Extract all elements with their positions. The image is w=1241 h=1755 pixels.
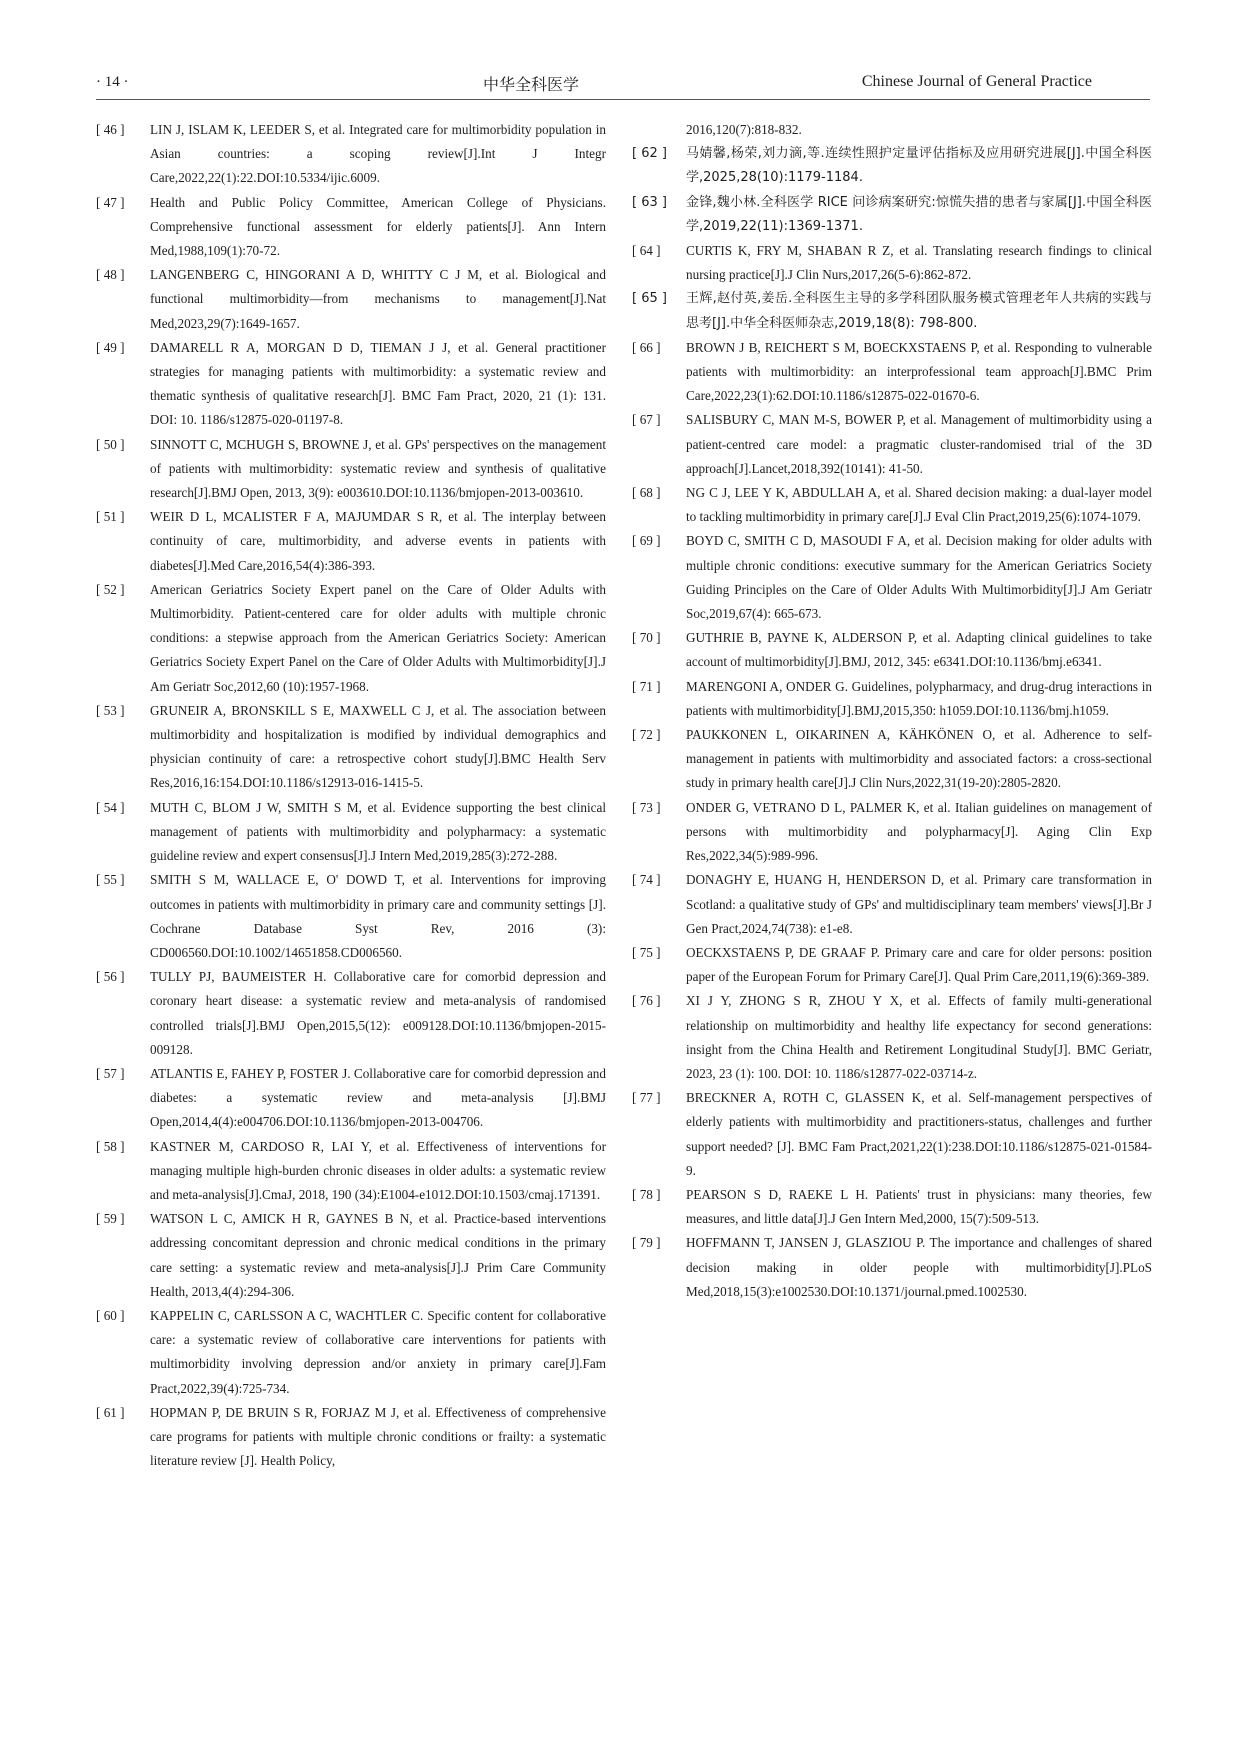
reference-item <box>632 481 1152 529</box>
reference-item <box>632 336 1152 409</box>
reference-number: [ 73 ] <box>632 799 661 815</box>
reference-number: [ 60 ] <box>96 1307 125 1323</box>
reference-text: HOPMAN P, DE BRUIN S R, FORJAZ M J, et al. Effectiveness of comprehensive care programs for patients with multiple chronic conditions or frailty: a systematic literature review [J]. Health Policy, <box>150 1404 606 1469</box>
reference-text: 马婧馨,杨荣,刘力滴,等.连续性照护定量评估指标及应用研究进展[J].中国全科医学,2025,28(10):1179-1184. <box>686 146 1152 186</box>
reference-item <box>96 699 606 796</box>
reference-item <box>96 965 606 1062</box>
reference-number: [ 70 ] <box>632 630 661 646</box>
reference-number: [ 77 ] <box>632 1090 661 1106</box>
reference-item <box>96 191 606 264</box>
reference-item <box>96 796 606 869</box>
reference-item <box>632 868 1152 941</box>
reference-text: American Geriatrics Society Expert panel on the Care of Older Adults with Multimorbidity. Patient-centered care for older adults with multiple chronic conditions: a stepwise approach from the American Geriatrics Society: American Geriatrics Society Expert Panel on the Care of Older Adults with Multimorbidity[J].J Am Geriatr Soc,2012,60 (10):1957-1968. <box>150 581 606 694</box>
reference-item <box>632 191 1152 239</box>
reference-item <box>96 263 606 336</box>
reference-number: [ 67 ] <box>632 412 661 428</box>
reference-text: GRUNEIR A, BRONSKILL S E, MAXWELL C J, et al. The association between multimorbidity and hospitalization is modified by individual demographics and physician continuity of care: a retrospective cohort study[J].BMC Health Serv Res,2016,16:154.DOI:10.1186/s12913-016-1415-5. <box>150 702 606 791</box>
reference-number: [ 59 ] <box>96 1211 125 1227</box>
reference-text: DONAGHY E, HUANG H, HENDERSON D, et al. Primary care transformation in Scotland: a qualitative study of GPs' and multidisciplinary team members' views[J].Br J Gen Pract,2024,74(738): e1-e8. <box>686 872 1152 936</box>
reference-number: [ 49 ] <box>96 339 125 355</box>
reference-text: DAMARELL R A, MORGAN D D, TIEMAN J J, et al. General practitioner strategies for managing patients with multimorbidity: a systematic review and thematic synthesis of qualitative research[J]. BMC Fam Pract, 2020, 21 (1): 131. DOI: 10. 1186/s12875-020-01197-8. <box>150 339 606 428</box>
running-header <box>96 72 1150 98</box>
reference-text: TULLY PJ, BAUMEISTER H. Collaborative care for comorbid depression and coronary heart disease: a systematic review and meta-analysis of randomised controlled trials[J].BMJ Open,2015,5(12): e009128.DOI:10.1136/bmjopen-2015-009128. <box>150 969 606 1057</box>
reference-number: [ 66 ] <box>632 339 661 355</box>
reference-number: [ 51 ] <box>96 509 125 525</box>
reference-column-left <box>96 118 606 1473</box>
reference-text: SINNOTT C, MCHUGH S, BROWNE J, et al. GPs' perspectives on the management of patients with multimorbidity: systematic review and synthesis of qualitative research[J].BMJ Open, 2013, 3(9): e003610.DOI:10.1136/bmjopen-2013-003610. <box>150 436 606 501</box>
reference-item <box>632 1086 1152 1183</box>
reference-item <box>632 142 1152 190</box>
reference-number: [ 64 ] <box>632 243 661 259</box>
reference-item <box>632 626 1152 674</box>
reference-item <box>632 796 1152 869</box>
reference-text: WATSON L C, AMICK H R, GAYNES B N, et al. Practice-based interventions addressing concomitant depression and chronic medical conditions in the primary care setting: a systematic review and meta-analysis[J].J Prim Care Community Health, 2013,4(4):294-306. <box>150 1211 606 1299</box>
reference-number: [ 74 ] <box>632 872 661 888</box>
reference-item <box>96 1135 606 1208</box>
reference-number: [ 62 ] <box>632 146 667 162</box>
reference-text: GUTHRIE B, PAYNE K, ALDERSON P, et al. Adapting clinical guidelines to take account of multimorbidity[J].BMJ, 2012, 345: e6341.DOI:10.1136/bmj.e6341. <box>686 630 1152 670</box>
reference-number: [ 79 ] <box>632 1235 661 1251</box>
reference-text: ONDER G, VETRANO D L, PALMER K, et al. Italian guidelines on management of persons with multimorbidity and polypharmacy[J]. Aging Clin Exp Res,2022,34(5):989-996. <box>686 799 1152 864</box>
reference-text: 金锋,魏小林.全科医学 RICE 问诊病案研究:惊慌失措的患者与家属[J].中国全科医学,2019,22(11):1369-1371. <box>686 194 1152 234</box>
reference-text: HOFFMANN T, JANSEN J, GLASZIOU P. The importance and challenges of shared decision making in older people with multimorbidity[J].PLoS Med,2018,15(3):e1002530.DOI:10.1371/journal.pmed.1002530. <box>686 1235 1152 1299</box>
reference-text: LANGENBERG C, HINGORANI A D, WHITTY C J M, et al. Biological and functional multimorbidity—from mechanisms to management[J].Nat Med,2023,29(7):1649-1657. <box>150 267 606 331</box>
reference-text: OECKXSTAENS P, DE GRAAF P. Primary care and care for older persons: position paper of the European Forum for Primary Care[J]. Qual Prim Care,2011,19(6):369-389. <box>686 944 1152 985</box>
reference-column-right <box>632 118 1152 1304</box>
reference-number: [ 69 ] <box>632 533 661 549</box>
reference-text: ATLANTIS E, FAHEY P, FOSTER J. Collaborative care for comorbid depression and diabetes: a systematic review and meta-analysis [J].BMJ Open,2014,4(4):e004706.DOI:10.1136/bmjopen-2013-004706. <box>150 1065 606 1130</box>
reference-number: [ 48 ] <box>96 267 125 283</box>
reference-item <box>96 578 606 699</box>
reference-text: NG C J, LEE Y K, ABDULLAH A, et al. Shared decision making: a dual-layer model to tackling multimorbidity in primary care[J].J Eval Clin Pract,2019,25(6):1074-1079. <box>686 485 1152 525</box>
reference-number: [ 68 ] <box>632 485 661 501</box>
reference-number: [ 63 ] <box>632 194 667 210</box>
reference-text: BOYD C, SMITH C D, MASOUDI F A, et al. Decision making for older adults with multiple chronic conditions: executive summary for the American Geriatrics Society Guiding Principles on the Care of Older Adults With Multimorbidity[J].J Am Geriatr Soc,2019,67(4): 665-673. <box>686 533 1152 622</box>
reference-number: [ 57 ] <box>96 1065 125 1081</box>
reference-item <box>96 1207 606 1304</box>
reference-item <box>632 287 1152 335</box>
reference-number: [ 56 ] <box>96 969 125 985</box>
reference-item <box>632 723 1152 796</box>
reference-text: 王辉,赵付英,姜岳.全科医生主导的多学科团队服务模式管理老年人共病的实践与思考[J].中华全科医师杂志,2019,18(8): 798-800. <box>686 291 1152 331</box>
reference-continuation <box>632 118 1152 142</box>
reference-text: SALISBURY C, MAN M-S, BOWER P, et al. Management of multimorbidity using a patient-centred care model: a pragmatic cluster-randomised trial of the 3D approach[J].Lancet,2018,392(10141): 41-50. <box>686 412 1152 476</box>
reference-item <box>96 336 606 433</box>
reference-item <box>96 1304 606 1401</box>
reference-number: [ 53 ] <box>96 702 125 718</box>
reference-text: BRECKNER A, ROTH C, GLASSEN K, et al. Self-management perspectives of elderly patients with multimorbidity and practitioners-status, challenges and further support needed? [J]. BMC Fam Pract,2021,22(1):238.DOI:10.1186/s12875-021-01584-9. <box>686 1090 1152 1178</box>
reference-number: [ 52 ] <box>96 581 125 597</box>
reference-number: [ 61 ] <box>96 1404 125 1420</box>
reference-text: KAPPELIN C, CARLSSON A C, WACHTLER C. Specific content for collaborative care: a systematic review of collaborative care interventions for patients with multimorbidity involving depression and/or anxiety in primary care[J].Fam Pract,2022,39(4):725-734. <box>150 1307 606 1396</box>
reference-item <box>632 529 1152 626</box>
reference-item <box>632 239 1152 287</box>
reference-item <box>632 1183 1152 1231</box>
reference-item <box>632 1231 1152 1304</box>
reference-number: [ 72 ] <box>632 727 661 743</box>
reference-text: Health and Public Policy Committee, American College of Physicians. Comprehensive functional assessment for elderly patients[J]. Ann Intern Med,1988,109(1):70-72. <box>150 194 606 259</box>
reference-item <box>96 118 606 191</box>
reference-text: MUTH C, BLOM J W, SMITH S M, et al. Evidence supporting the best clinical management of patients with multimorbidity and polypharmacy: a systematic guideline review and expert consensus[J].J Intern Med,2019,285(3):272-288. <box>150 799 606 864</box>
reference-item <box>632 675 1152 723</box>
reference-text: KASTNER M, CARDOSO R, LAI Y, et al. Effectiveness of interventions for managing multiple high-burden chronic diseases in older adults: a systematic review and meta-analysis[J].CmaJ, 2018, 190 (34):E1004-e1012.DOI:10.1503/cmaj.171391. <box>150 1138 606 1202</box>
reference-text: XI J Y, ZHONG S R, ZHOU Y X, et al. Effects of family multi-generational relationship on multimorbidity and healthy life expectancy for second generations: insight from the China Health and Retirement Longitudinal Study[J]. BMC Geriatr, 2023, 23 (1): 100. DOI: 10. 1186/s12877-022-03714-z. <box>686 993 1152 1081</box>
reference-number: [ 78 ] <box>632 1186 661 1202</box>
reference-item <box>96 433 606 506</box>
reference-number: [ 76 ] <box>632 993 661 1009</box>
reference-number: [ 50 ] <box>96 436 125 452</box>
reference-text: CURTIS K, FRY M, SHABAN R Z, et al. Translating research findings to clinical nursing practice[J].J Clin Nurs,2017,26(5-6):862-872. <box>686 243 1152 283</box>
reference-number: [ 55 ] <box>96 872 125 888</box>
reference-item <box>96 1401 606 1474</box>
reference-text: BROWN J B, REICHERT S M, BOECKXSTAENS P, et al. Responding to vulnerable patients with multimorbidity: an interprofessional team approach[J].BMC Prim Care,2022,23(1):62.DOI:10.1186/s12875-022-01670-6. <box>686 339 1152 404</box>
reference-item <box>96 505 606 578</box>
continuation-text: 2016,120(7):818-832. <box>686 122 802 137</box>
reference-number: [ 65 ] <box>632 291 667 307</box>
reference-item <box>632 989 1152 1086</box>
reference-item <box>632 941 1152 989</box>
header-divider <box>96 99 1150 100</box>
reference-number: [ 47 ] <box>96 194 125 210</box>
reference-item <box>96 868 606 965</box>
reference-number: [ 75 ] <box>632 944 661 960</box>
reference-text: LIN J, ISLAM K, LEEDER S, et al. Integrated care for multimorbidity population in Asian countries: a scoping review[J].Int J Integr Care,2022,22(1):22.DOI:10.5334/ijic.6009. <box>150 122 606 186</box>
reference-text: WEIR D L, MCALISTER F A, MAJUMDAR S R, et al. The interplay between continuity of care, multimorbidity, and adverse events in patients with diabetes[J].Med Care,2016,54(4):386-393. <box>150 509 606 573</box>
reference-number: [ 71 ] <box>632 678 661 694</box>
journal-title-english: Chinese Journal of General Practice <box>861 73 1092 90</box>
reference-item <box>96 1062 606 1135</box>
reference-number: [ 58 ] <box>96 1138 125 1154</box>
reference-text: PAUKKONEN L, OIKARINEN A, KÄHKÖNEN O, et al. Adherence to self-management in patients with multimorbidity and associated factors: a cross-sectional study in primary health care[J].J Clin Nurs,2022,31(19-20):2805-2820. <box>686 727 1152 791</box>
page-number: · 14 · <box>96 74 129 90</box>
journal-title-chinese: 中华全科医学 <box>482 75 579 94</box>
reference-text: SMITH S M, WALLACE E, O' DOWD T, et al. Interventions for improving outcomes in patients with multimorbidity in primary care and community settings [J]. Cochrane Database Syst Rev, 2016 (3): CD006560.DOI:10.1002/14651858.CD006560. <box>150 872 606 960</box>
reference-number: [ 54 ] <box>96 799 125 815</box>
reference-item <box>632 408 1152 481</box>
reference-text: PEARSON S D, RAEKE L H. Patients' trust in physicians: many theories, few measures, and little data[J].J Gen Intern Med,2000, 15(7):509-513. <box>686 1186 1152 1227</box>
reference-text: MARENGONI A, ONDER G. Guidelines, polypharmacy, and drug-drug interactions in patients with multimorbidity[J].BMJ,2015,350: h1059.DOI:10.1136/bmj.h1059. <box>686 678 1152 718</box>
reference-number: [ 46 ] <box>96 122 125 137</box>
